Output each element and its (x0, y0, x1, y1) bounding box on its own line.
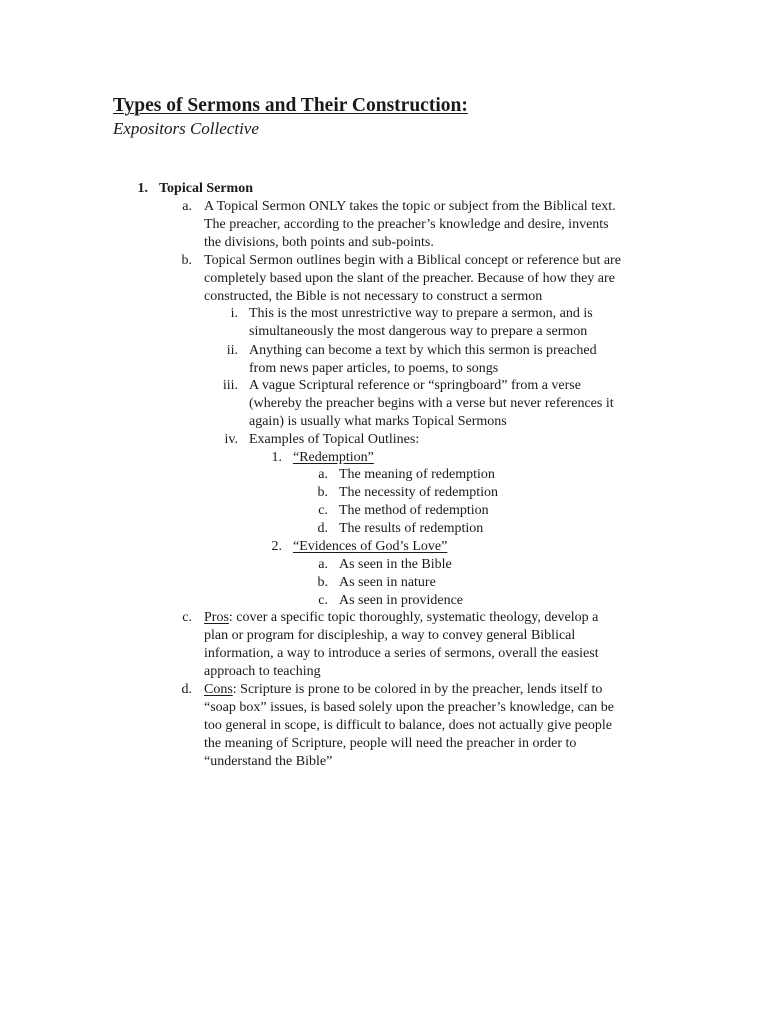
outline-1-point: The meaning of redemption (339, 467, 495, 482)
item-a-line-3: the divisions, both points and sub-points. (204, 235, 434, 250)
outline-1-point: The method of redemption (339, 503, 489, 518)
document-title: Types of Sermons and Their Construction: (113, 95, 468, 116)
outline-1-point: The necessity of redemption (339, 485, 499, 500)
outline-1-point-marker: d. (317, 521, 328, 536)
outline-2-point-marker: a. (318, 557, 328, 572)
list-marker-i: i. (230, 306, 238, 321)
item-d-line-5: “understand the Bible” (204, 754, 333, 769)
outline-1-point-marker: c. (318, 503, 328, 518)
item-b-line-1: Topical Sermon outlines begin with a Biblical concept or reference but are (204, 253, 621, 268)
sub-i-line-1: This is the most unrestrictive way to prepare a sermon, and is (249, 306, 593, 321)
item-c-line-3: information, a way to introduce a series of sermons, overall the easiest (204, 646, 599, 661)
cons-label: Cons (204, 682, 233, 697)
outline-2-point: As seen in providence (339, 593, 464, 608)
item-d-line-3: too general in scope, is difficult to balance, does not actually give people (204, 718, 612, 733)
item-c-line-1-text: : cover a specific topic thoroughly, systematic theology, develop a (228, 610, 599, 625)
outline-1-marker: 1. (271, 450, 282, 465)
sub-iv-text: Examples of Topical Outlines: (249, 432, 420, 447)
list-marker-c: c. (182, 610, 192, 625)
item-c-line-1 (204, 609, 598, 627)
sub-ii-line-1: Anything can become a text by which this sermon is preached (249, 343, 597, 358)
outline-2-point: As seen in nature (339, 575, 436, 590)
item-d-line-2: “soap box” issues, is based solely upon the preacher’s knowledge, can be (204, 700, 614, 715)
list-marker-d: d. (181, 682, 192, 697)
item-d-line-1-text: : Scripture is prone to be colored in by the preacher, lends itself to (232, 682, 603, 697)
sub-iii-line-3: again) is usually what marks Topical Sermons (249, 414, 507, 429)
item-b-line-2: completely based upon the slant of the preacher. Because of how they are (204, 271, 615, 286)
outline-2-point-marker: c. (318, 593, 328, 608)
section-heading: Topical Sermon (159, 181, 253, 196)
item-a-line-1: A Topical Sermon ONLY takes the topic or subject from the Biblical text. (204, 199, 616, 214)
outline-2-title: “Evidences of God’s Love” (293, 539, 448, 554)
list-marker-ii: ii. (226, 343, 238, 358)
outline-1-point-marker: b. (317, 485, 328, 500)
sub-ii-line-2: from news paper articles, to poems, to songs (249, 361, 499, 376)
item-d-line-1 (204, 681, 602, 699)
outline-1-point: The results of redemption (339, 521, 484, 536)
sub-iii-line-2: (whereby the preacher begins with a verse but never references it (249, 396, 614, 411)
item-a-line-2: The preacher, according to the preacher’s knowledge and desire, invents (204, 217, 609, 232)
list-marker-iii: iii. (222, 378, 238, 393)
list-marker-b: b. (181, 253, 192, 268)
item-b-line-3: constructed, the Bible is not necessary to construct a sermon (204, 289, 543, 304)
outline-2-point: As seen in the Bible (339, 557, 452, 572)
sub-iii-line-1: A vague Scriptural reference or “springboard” from a verse (249, 378, 581, 393)
outline-2-marker: 2. (271, 539, 282, 554)
item-d-line-4: the meaning of Scripture, people will need the preacher in order to (204, 736, 577, 751)
sub-i-line-2: simultaneously the most dangerous way to prepare a sermon (249, 324, 588, 339)
outline-1-point-marker: a. (318, 467, 328, 482)
outline-2-point-marker: b. (317, 575, 328, 590)
section-number: 1. (137, 181, 148, 196)
list-marker-iv: iv. (224, 432, 238, 447)
list-marker-a: a. (182, 199, 192, 214)
pros-label: Pros (204, 610, 229, 625)
item-c-line-4: approach to teaching (204, 664, 321, 679)
item-c-line-2: plan or program for discipleship, a way to convey general Biblical (204, 628, 576, 643)
outline-1-title: “Redemption” (293, 450, 374, 465)
document-subtitle: Expositors Collective (113, 119, 259, 138)
